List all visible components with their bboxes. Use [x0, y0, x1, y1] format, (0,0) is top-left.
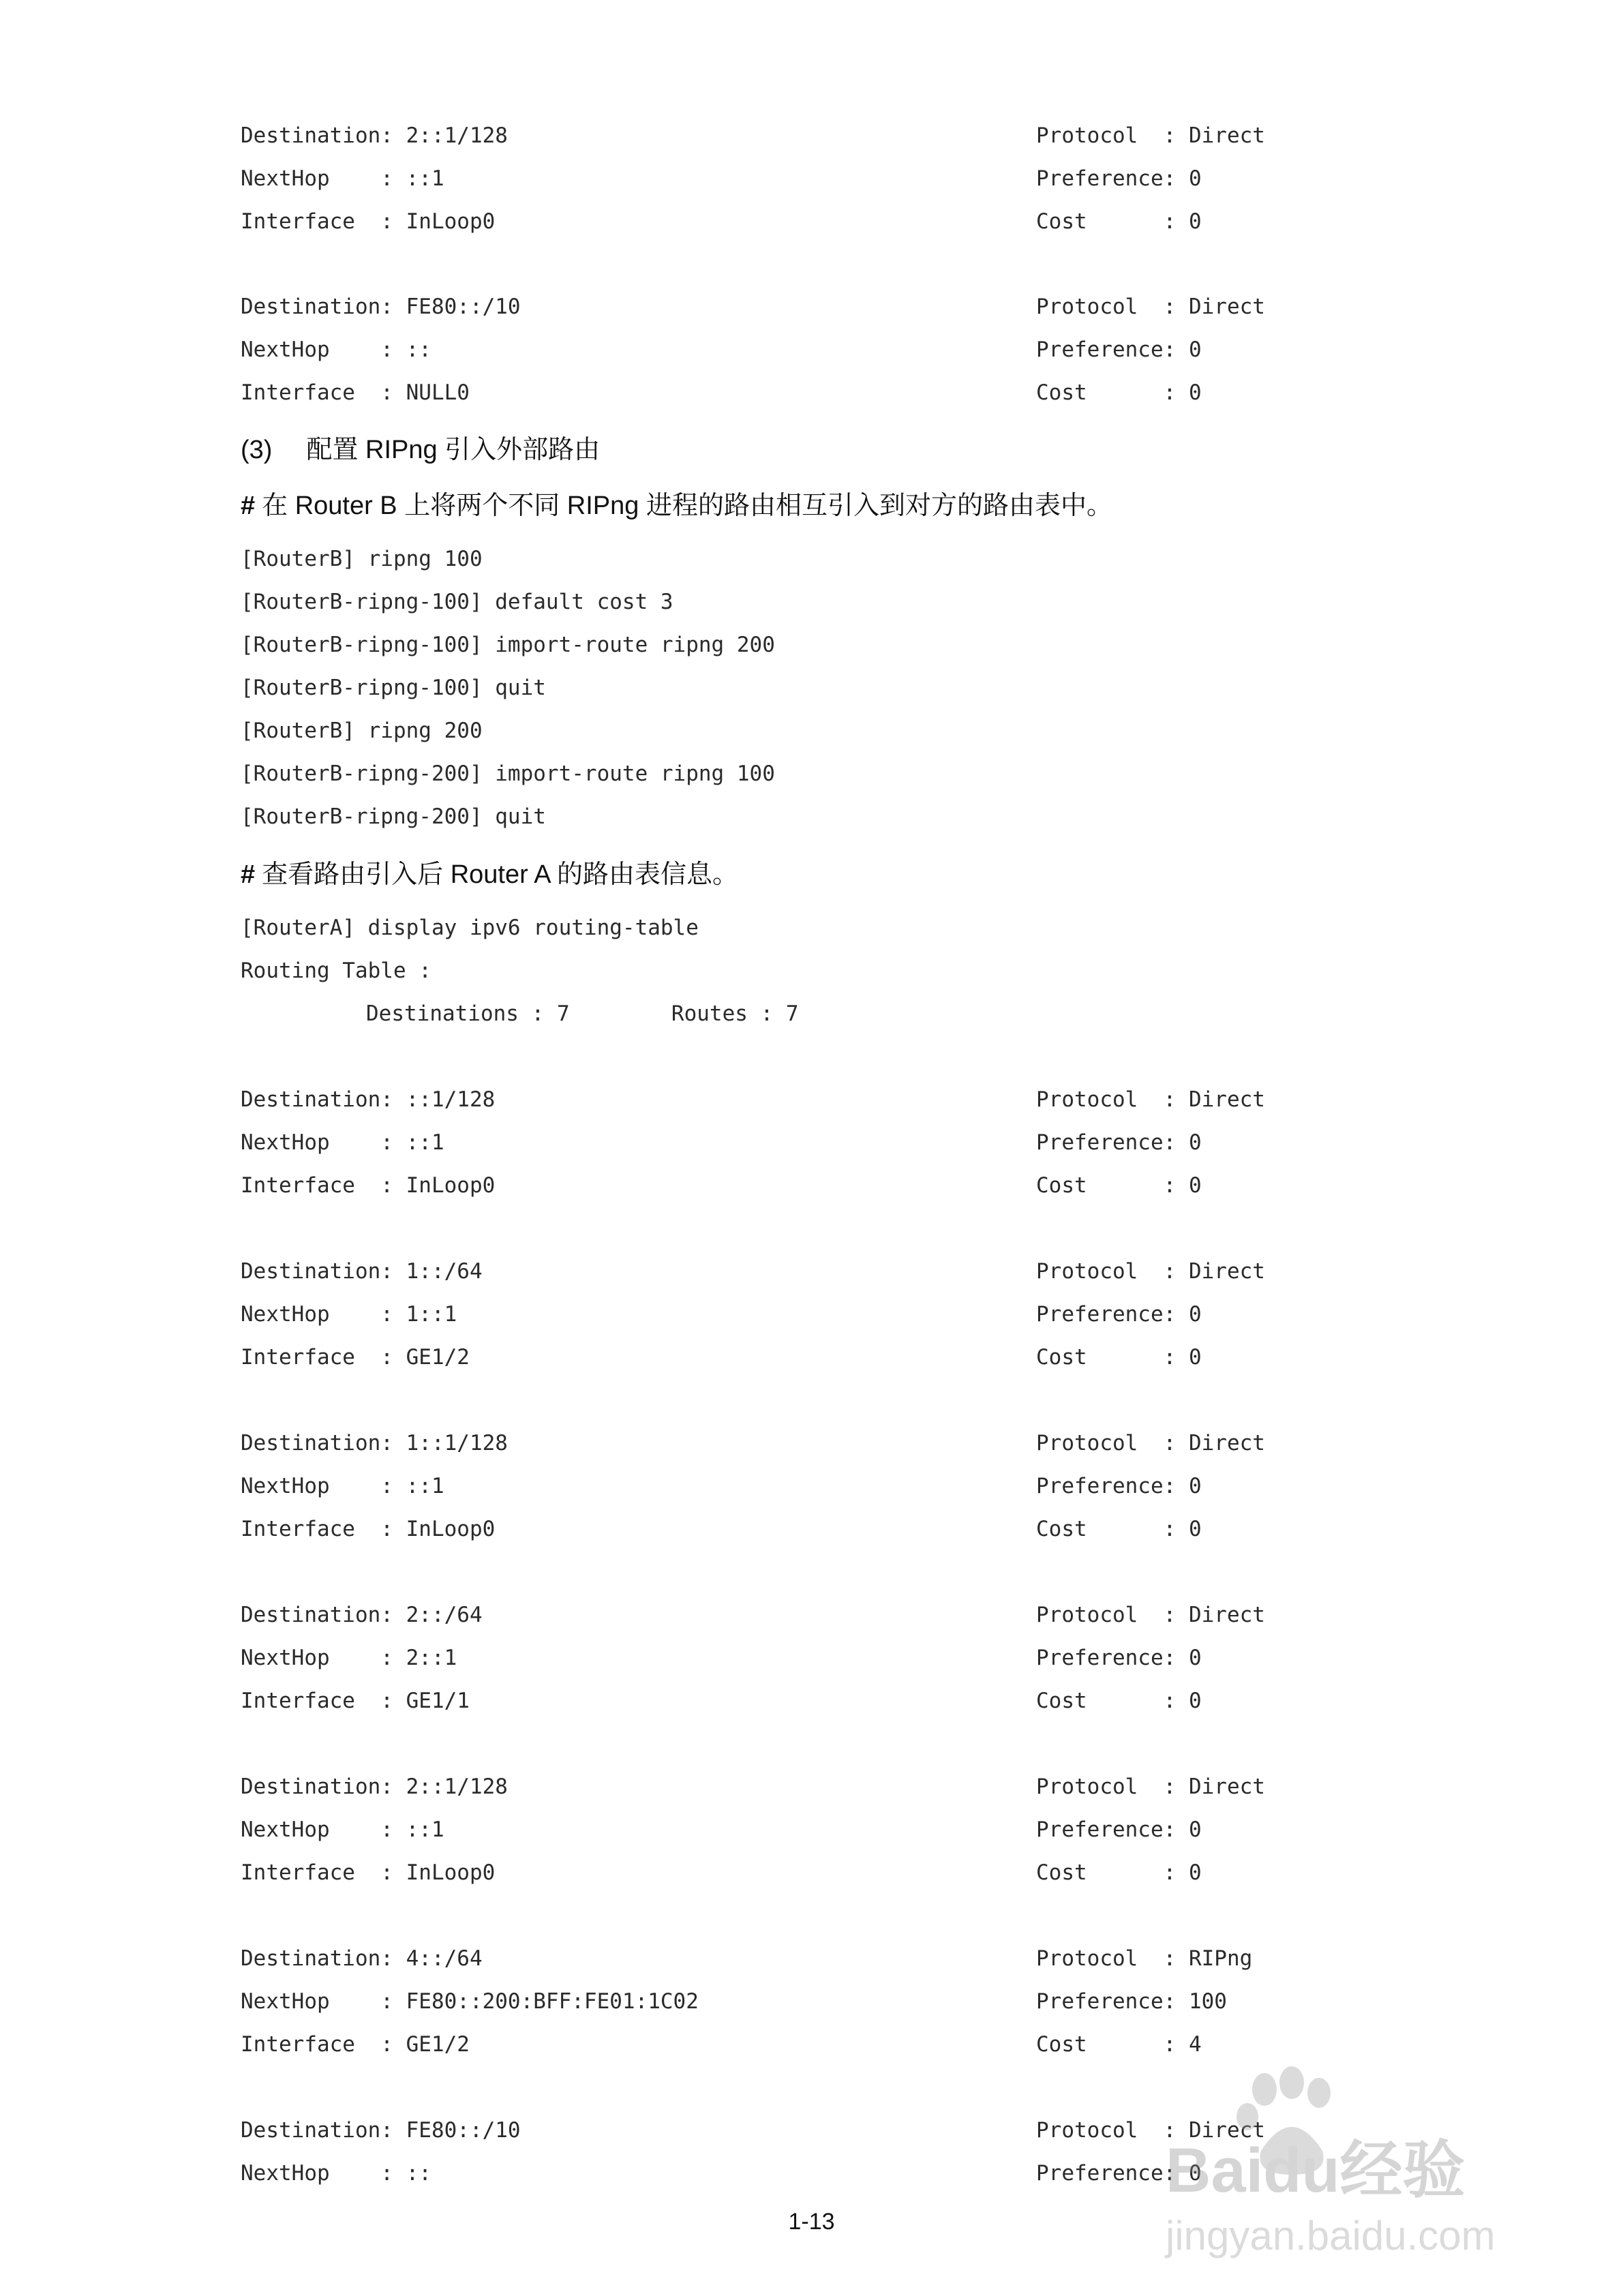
route-protocol: Protocol : Direct [1036, 2118, 1265, 2143]
step-text: 查看路由引入后 Router A 的路由表信息。 [262, 860, 739, 889]
route-cost: Cost : 0 [1036, 1689, 1202, 1713]
route-destination: Destination: 1::/64 [241, 1259, 483, 1284]
route-interface: Interface : GE1/2 [241, 2032, 470, 2057]
command-line: [RouterB] ripng 100 [241, 547, 483, 571]
route-destination: Destination: FE80::/10 [241, 2118, 521, 2143]
section-title: 配置 RIPng 引入外部路由 [306, 436, 601, 464]
route-protocol: Protocol : Direct [1036, 123, 1265, 148]
route-interface: Interface : InLoop0 [241, 1860, 496, 1885]
command-line: [RouterB-ripng-200] import-route ripng 100 [241, 761, 775, 786]
route-cost: Cost : 4 [1036, 2032, 1202, 2057]
route-preference: Preference: 0 [1036, 2161, 1202, 2186]
route-preference: Preference: 0 [1036, 1474, 1202, 1498]
route-protocol: Protocol : RIPng [1036, 1946, 1253, 1971]
route-nexthop: NextHop : FE80::200:BFF:FE01:1C02 [241, 1989, 699, 2014]
route-interface: Interface : NULL0 [241, 380, 470, 405]
route-preference: Preference: 100 [1036, 1989, 1227, 2014]
route-protocol: Protocol : Direct [1036, 1431, 1265, 1455]
route-nexthop: NextHop : ::1 [241, 1474, 444, 1498]
route-block [0, 1089, 1623, 1212]
route-interface: Interface : InLoop0 [241, 1517, 496, 1541]
route-cost: Cost : 0 [1036, 1860, 1202, 1885]
route-cost: Cost : 0 [1036, 1517, 1202, 1541]
route-cost: Cost : 0 [1036, 1345, 1202, 1370]
route-destination: Destination: 2::1/128 [241, 1774, 508, 1799]
routing-table-summary: Destinations : 7 Routes : 7 [366, 1001, 799, 1026]
route-destination: Destination: 1::1/128 [241, 1431, 508, 1455]
route-block [0, 1433, 1623, 1556]
route-nexthop: NextHop : :: [241, 2161, 431, 2186]
route-cost: Cost : 0 [1036, 1173, 1202, 1198]
section-number: (3) [241, 436, 273, 464]
step-hash: # [241, 492, 256, 520]
route-destination: Destination: 2::/64 [241, 1603, 483, 1627]
route-destination: Destination: 4::/64 [241, 1946, 483, 1971]
route-protocol: Protocol : Direct [1036, 1259, 1265, 1284]
step-instruction [241, 484, 1112, 522]
route-preference: Preference: 0 [1036, 166, 1202, 191]
command-line: [RouterB-ripng-200] quit [241, 804, 546, 829]
route-interface: Interface : GE1/2 [241, 1345, 470, 1370]
route-preference: Preference: 0 [1036, 1130, 1202, 1155]
route-interface: Interface : GE1/1 [241, 1689, 470, 1713]
route-block [0, 1261, 1623, 1384]
watermark-url: jingyan.baidu.com [1166, 2213, 1496, 2259]
route-nexthop: NextHop : ::1 [241, 1817, 444, 1842]
route-nexthop: NextHop : 1::1 [241, 1302, 457, 1327]
route-block [0, 1605, 1623, 1727]
route-protocol: Protocol : Direct [1036, 1774, 1265, 1799]
routing-table-title: Routing Table : [241, 958, 431, 983]
display-command: [RouterA] display ipv6 routing-table [241, 916, 699, 940]
route-preference: Preference: 0 [1036, 1817, 1202, 1842]
route-preference: Preference: 0 [1036, 1302, 1202, 1327]
watermark-brand: Baidu经验 [1166, 2136, 1466, 2205]
command-line: [RouterB-ripng-100] default cost 3 [241, 590, 673, 614]
route-destination: Destination: FE80::/10 [241, 294, 521, 319]
command-line: [RouterB-ripng-100] import-route ripng 200 [241, 633, 775, 657]
route-nexthop: NextHop : ::1 [241, 1130, 444, 1155]
route-block [0, 1948, 1623, 2071]
route-preference: Preference: 0 [1036, 1646, 1202, 1670]
route-block [0, 294, 1623, 419]
route-nexthop: NextHop : ::1 [241, 166, 444, 191]
route-nexthop: NextHop : :: [241, 337, 431, 362]
route-cost: Cost : 0 [1036, 209, 1202, 234]
route-protocol: Protocol : Direct [1036, 1087, 1265, 1112]
route-destination: Destination: 2::1/128 [241, 123, 508, 148]
route-block [0, 125, 1623, 248]
route-protocol: Protocol : Direct [1036, 294, 1265, 319]
command-line: [RouterB-ripng-100] quit [241, 676, 546, 700]
route-interface: Interface : InLoop0 [241, 1173, 496, 1198]
step-text: 在 Router B 上将两个不同 RIPng 进程的路由相互引入到对方的路由表中。 [262, 492, 1112, 520]
step-instruction [241, 853, 738, 890]
step-hash: # [241, 860, 256, 889]
baidu-watermark [1152, 2062, 1534, 2267]
route-destination: Destination: ::1/128 [241, 1087, 496, 1112]
route-nexthop: NextHop : 2::1 [241, 1646, 457, 1670]
route-protocol: Protocol : Direct [1036, 1603, 1265, 1627]
route-cost: Cost : 0 [1036, 380, 1202, 405]
page-number: 1-13 [788, 2209, 835, 2235]
section-heading [241, 428, 600, 466]
command-line: [RouterB] ripng 200 [241, 719, 483, 743]
route-block [0, 1774, 1623, 1899]
route-preference: Preference: 0 [1036, 337, 1202, 362]
route-interface: Interface : InLoop0 [241, 209, 496, 234]
